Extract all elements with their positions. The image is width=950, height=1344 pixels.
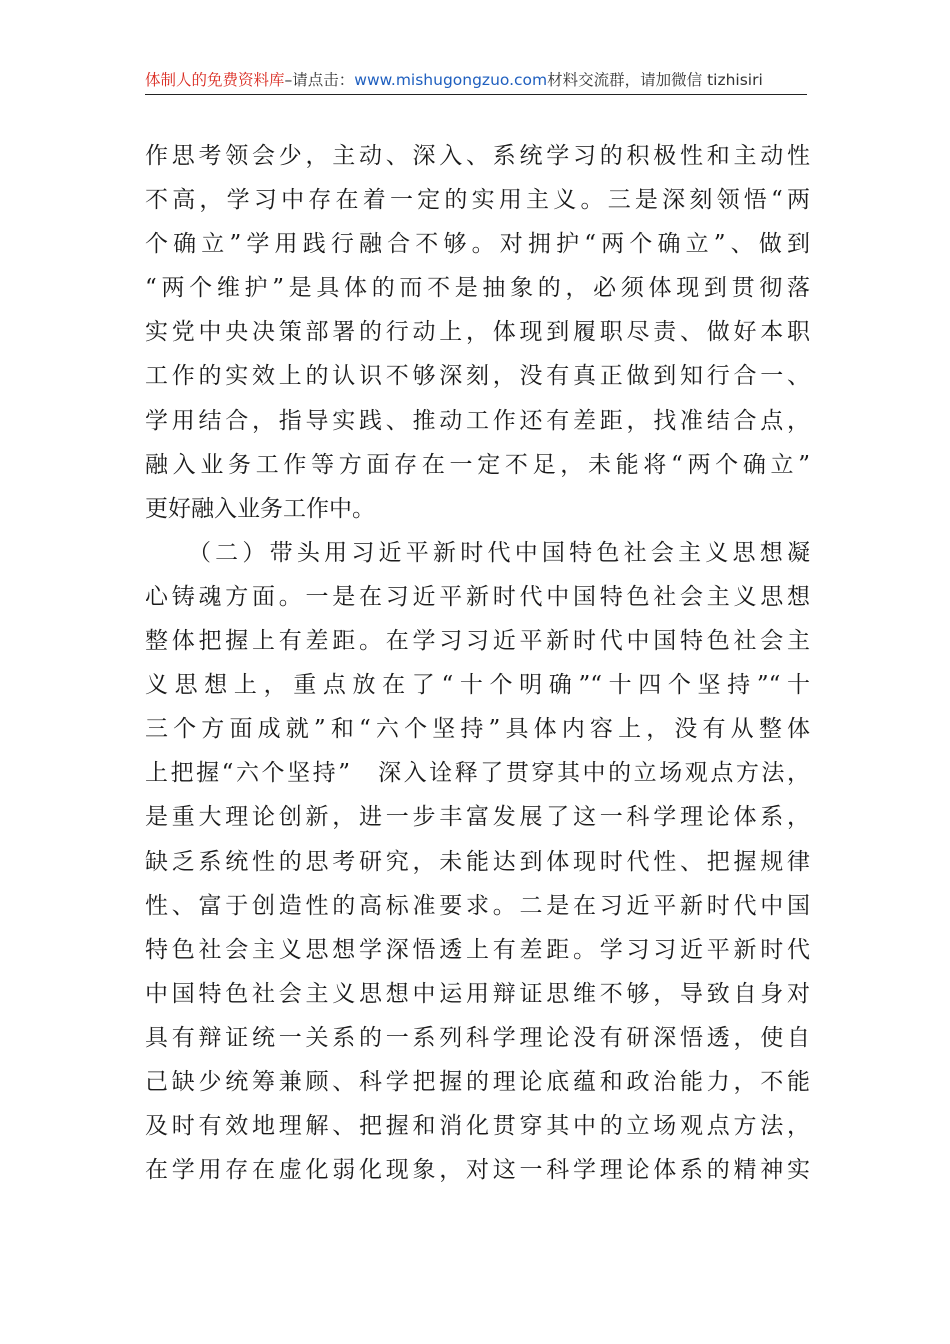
text-line: 义思想上，重点放在了“十个明确”“十四个坚持”“十 <box>145 672 810 699</box>
text-line: 具有辩证统一关系的一系列科学理论没有研深悟透，使自 <box>145 1024 810 1051</box>
text-line: 是重大理论创新，进一步丰富发展了这一科学理论体系， <box>145 804 810 831</box>
text-line: 及时有效地理解、把握和消化贯穿其中的立场观点方法， <box>145 1113 810 1140</box>
text-line: 整体把握上有差距。在学习习近平新时代中国特色社会主 <box>145 628 810 655</box>
text-line: 作思考领会少，主动、深入、系统学习的积极性和主动性 <box>145 143 810 169</box>
header-brand: 体制人的免费资料库 <box>145 71 285 89</box>
text-line: 融入业务工作等方面存在一定不足，未能将“两个确立” <box>145 451 810 478</box>
text-line: 中国特色社会主义思想中运用辩证思维不够，导致自身对 <box>145 980 810 1007</box>
text-line: 学用结合，指导实践、推动工作还有差距，找准结合点， <box>145 407 810 434</box>
text-line: 上把握“六个坚持” 深入诠释了贯穿其中的立场观点方法， <box>145 760 810 787</box>
text-line: 在学用存在虚化弱化现象，对这一科学理论体系的精神实 <box>145 1157 810 1184</box>
section-heading-line: （二）带头用习近平新时代中国特色社会主义思想凝 <box>145 539 810 566</box>
text-line: 性、富于创造性的高标准要求。二是在习近平新时代中国 <box>145 892 810 919</box>
page-header <box>145 68 807 95</box>
header-prompt: –请点击： <box>284 71 355 89</box>
text-line: “两个维护”是具体的而不是抽象的，必须体现到贯彻落 <box>145 275 810 302</box>
text-line: 实党中央决策部署的行动上，体现到履职尽责、做好本职 <box>145 319 810 346</box>
text-line: 工作的实效上的认识不够深刻，没有真正做到知行合一、 <box>145 363 810 390</box>
text-line: 个确立”学用践行融合不够。对拥护“两个确立”、做到 <box>145 231 810 258</box>
header-contact: 材料交流群，请加微信 tizhisiri <box>547 71 763 89</box>
text-line: 三个方面成就”和“六个坚持”具体内容上，没有从整体 <box>145 716 810 743</box>
text-line: 己缺少统筹兼顾、科学把握的理论底蕴和政治能力，不能 <box>145 1068 810 1095</box>
text-line: 心铸魂方面。一是在习近平新时代中国特色社会主义思想 <box>145 583 810 610</box>
text-line: 不高，学习中存在着一定的实用主义。三是深刻领悟“两 <box>145 187 810 214</box>
header-link[interactable]: www.mishugongzuo.com <box>354 71 548 89</box>
text-line: 缺乏系统性的思考研究，未能达到体现时代性、把握规律 <box>145 848 810 875</box>
text-line: 特色社会主义思想学深悟透上有差距。学习习近平新时代 <box>145 936 810 963</box>
body-text <box>145 134 810 1192</box>
text-line: 更好融入业务工作中。 <box>145 495 375 522</box>
